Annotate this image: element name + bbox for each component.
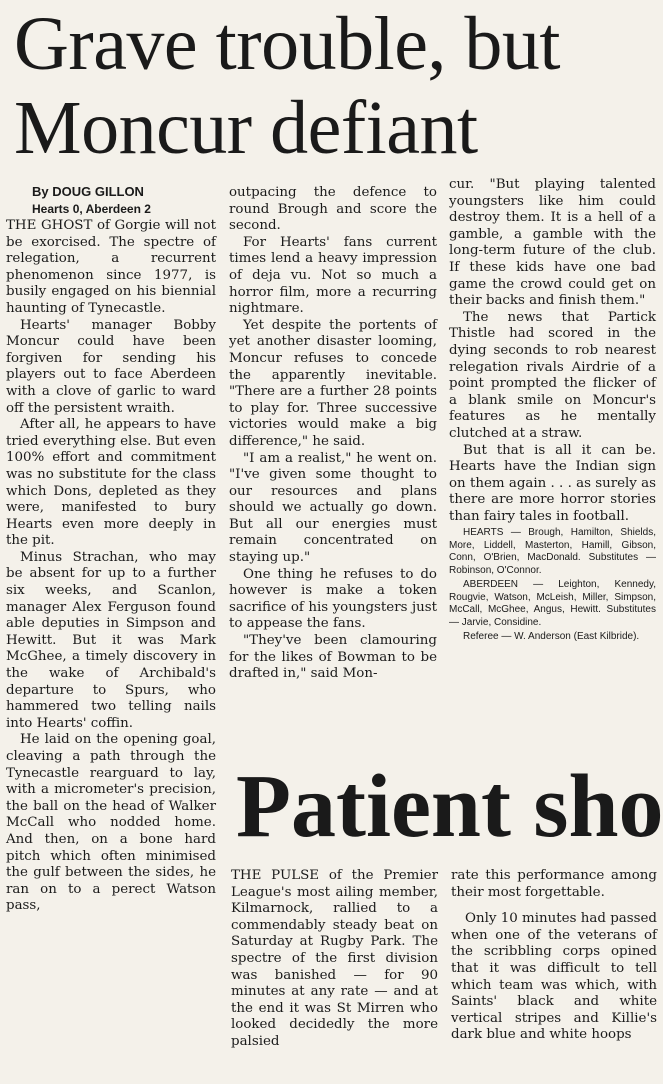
- paragraph: But that is all it can be. Hearts have the Indian sign on them again . . . as surely as there are more horror stories than fairy tales in football.: [449, 442, 656, 524]
- paragraph: The news that Partick Thistle had scored in the dying seconds to rob nearest relegation rivals Airdrie of a point prompted the flicker of a blank smile on Moncur's features as he mentally clutched at a straw.: [449, 309, 656, 441]
- paragraph: Minus Strachan, who may be absent for up to a further six weeks, and Scanlon, manager Alex Ferguson found able deputies in Simpson and Hewitt. But it was Mark McGhee, a timely discovery in the wake of Archibald's departure to Spurs, who hammered two telling nails into Hearts' coffin.: [6, 549, 216, 731]
- paragraph: rate this performance among their most forgettable.: [451, 868, 657, 900]
- paragraph: Yet despite the portents of yet another disaster looming, Moncur refuses to concede the apparently inevitable. "There are a further 28 points to play for. Three successive victories would make a big difference," he said.: [229, 317, 437, 449]
- paragraph: For Hearts' fans current times lend a heavy impression of deja vu. Not so much a horror film, more a recurring nightmare.: [229, 234, 437, 317]
- paragraph: Only 10 minutes had passed when one of the veterans of the scribbling corps opined that it was difficult to tell which team was which, with Saints' black and white vertical stripes and Killie's dark blue and white hoops: [451, 911, 657, 1043]
- paragraph: cur. "But playing talented youngsters like him could destroy them. It is a hell of a gamble, a gamble with the long-term future of the club. If these kids have one bad game the crowd could get on their backs and finish them.": [449, 177, 656, 309]
- byline: By DOUG GILLON: [32, 184, 144, 199]
- paragraph: One thing he refuses to do however is make a token sacrifice of his youngsters just to appease the fans.: [229, 566, 437, 632]
- referee: Referee — W. Anderson (East Kilbride).: [463, 631, 640, 643]
- paragraph: THE PULSE of the Premier League's most ailing member, Kilmarnock, rallied to a commendably steady beat on Saturday at Rugby Park. The spectre of the first division was banished — for 90 minutes at any rate — and at the end it was St Mirren who looked decidedly the more palsied: [231, 868, 438, 1049]
- paragraph: After all, he appears to have tried everything else. But even 100% effort and commitment was no substitute for the class which Dons, depleted as they were, manifested to bury Hearts even more deeply in the pit.: [6, 417, 216, 549]
- paragraph: He laid on the opening goal, cleaving a path through the Tynecastle rearguard to lay, with a micrometer's precision, the ball on the head of Walker McCall who nodded home. And then, on a bone hard pitch which often minimised the gulf between the sides, he ran on to a perect Watson pass,: [6, 732, 216, 914]
- headline-second-article: Patient sho: [236, 757, 663, 856]
- paragraph: Hearts' manager Bobby Moncur could have been forgiven for sending his players out to face Aberdeen with a clove of garlic to ward off the persistent wraith.: [6, 317, 216, 416]
- paragraph: THE GHOST of Gorgie will not be exorcised. The spectre of relegation, a recurrent phenomenon since 1977, is busily engaged on his biennial haunting of Tynecastle.: [6, 218, 216, 316]
- team-lineup-aberdeen: ABERDEEN — Leighton, Kennedy, Rougvie, Watson, McLeish, Miller, Simpson, McCall, McGhee, Angus, Hewitt. Substitutes — Jarvie, Considine.: [449, 579, 656, 628]
- second-article-column-1: [231, 868, 438, 1051]
- team-lineup-hearts: HEARTS — Brough, Hamilton, Shields, More, Liddell, Masterton, Hamill, Gibson, Conn, O'Brien, MacDonald. Substitutes — Robinson, O'Connor.: [449, 527, 656, 576]
- headline-line-2: Moncur defiant: [14, 86, 478, 170]
- headline-line-1: Grave trouble, but: [14, 2, 561, 86]
- article-column-3: [449, 177, 656, 644]
- paragraph: "They've been clamouring for the likes of Bowman to be drafted in," said Mon-: [229, 633, 437, 682]
- second-article-column-2: [451, 868, 657, 1044]
- match-result: Hearts 0, Aberdeen 2: [32, 202, 151, 216]
- spacer: [451, 901, 657, 911]
- paragraph: outpacing the defence to round Brough and score the second.: [229, 185, 437, 234]
- paragraph: "I am a realist," he went on. "I've given some thought to our resources and plans should we actually go down. But all our energies must remain concentrated on staying up.": [229, 450, 437, 566]
- article-column-1: [6, 184, 216, 915]
- article-column-2: [229, 185, 437, 683]
